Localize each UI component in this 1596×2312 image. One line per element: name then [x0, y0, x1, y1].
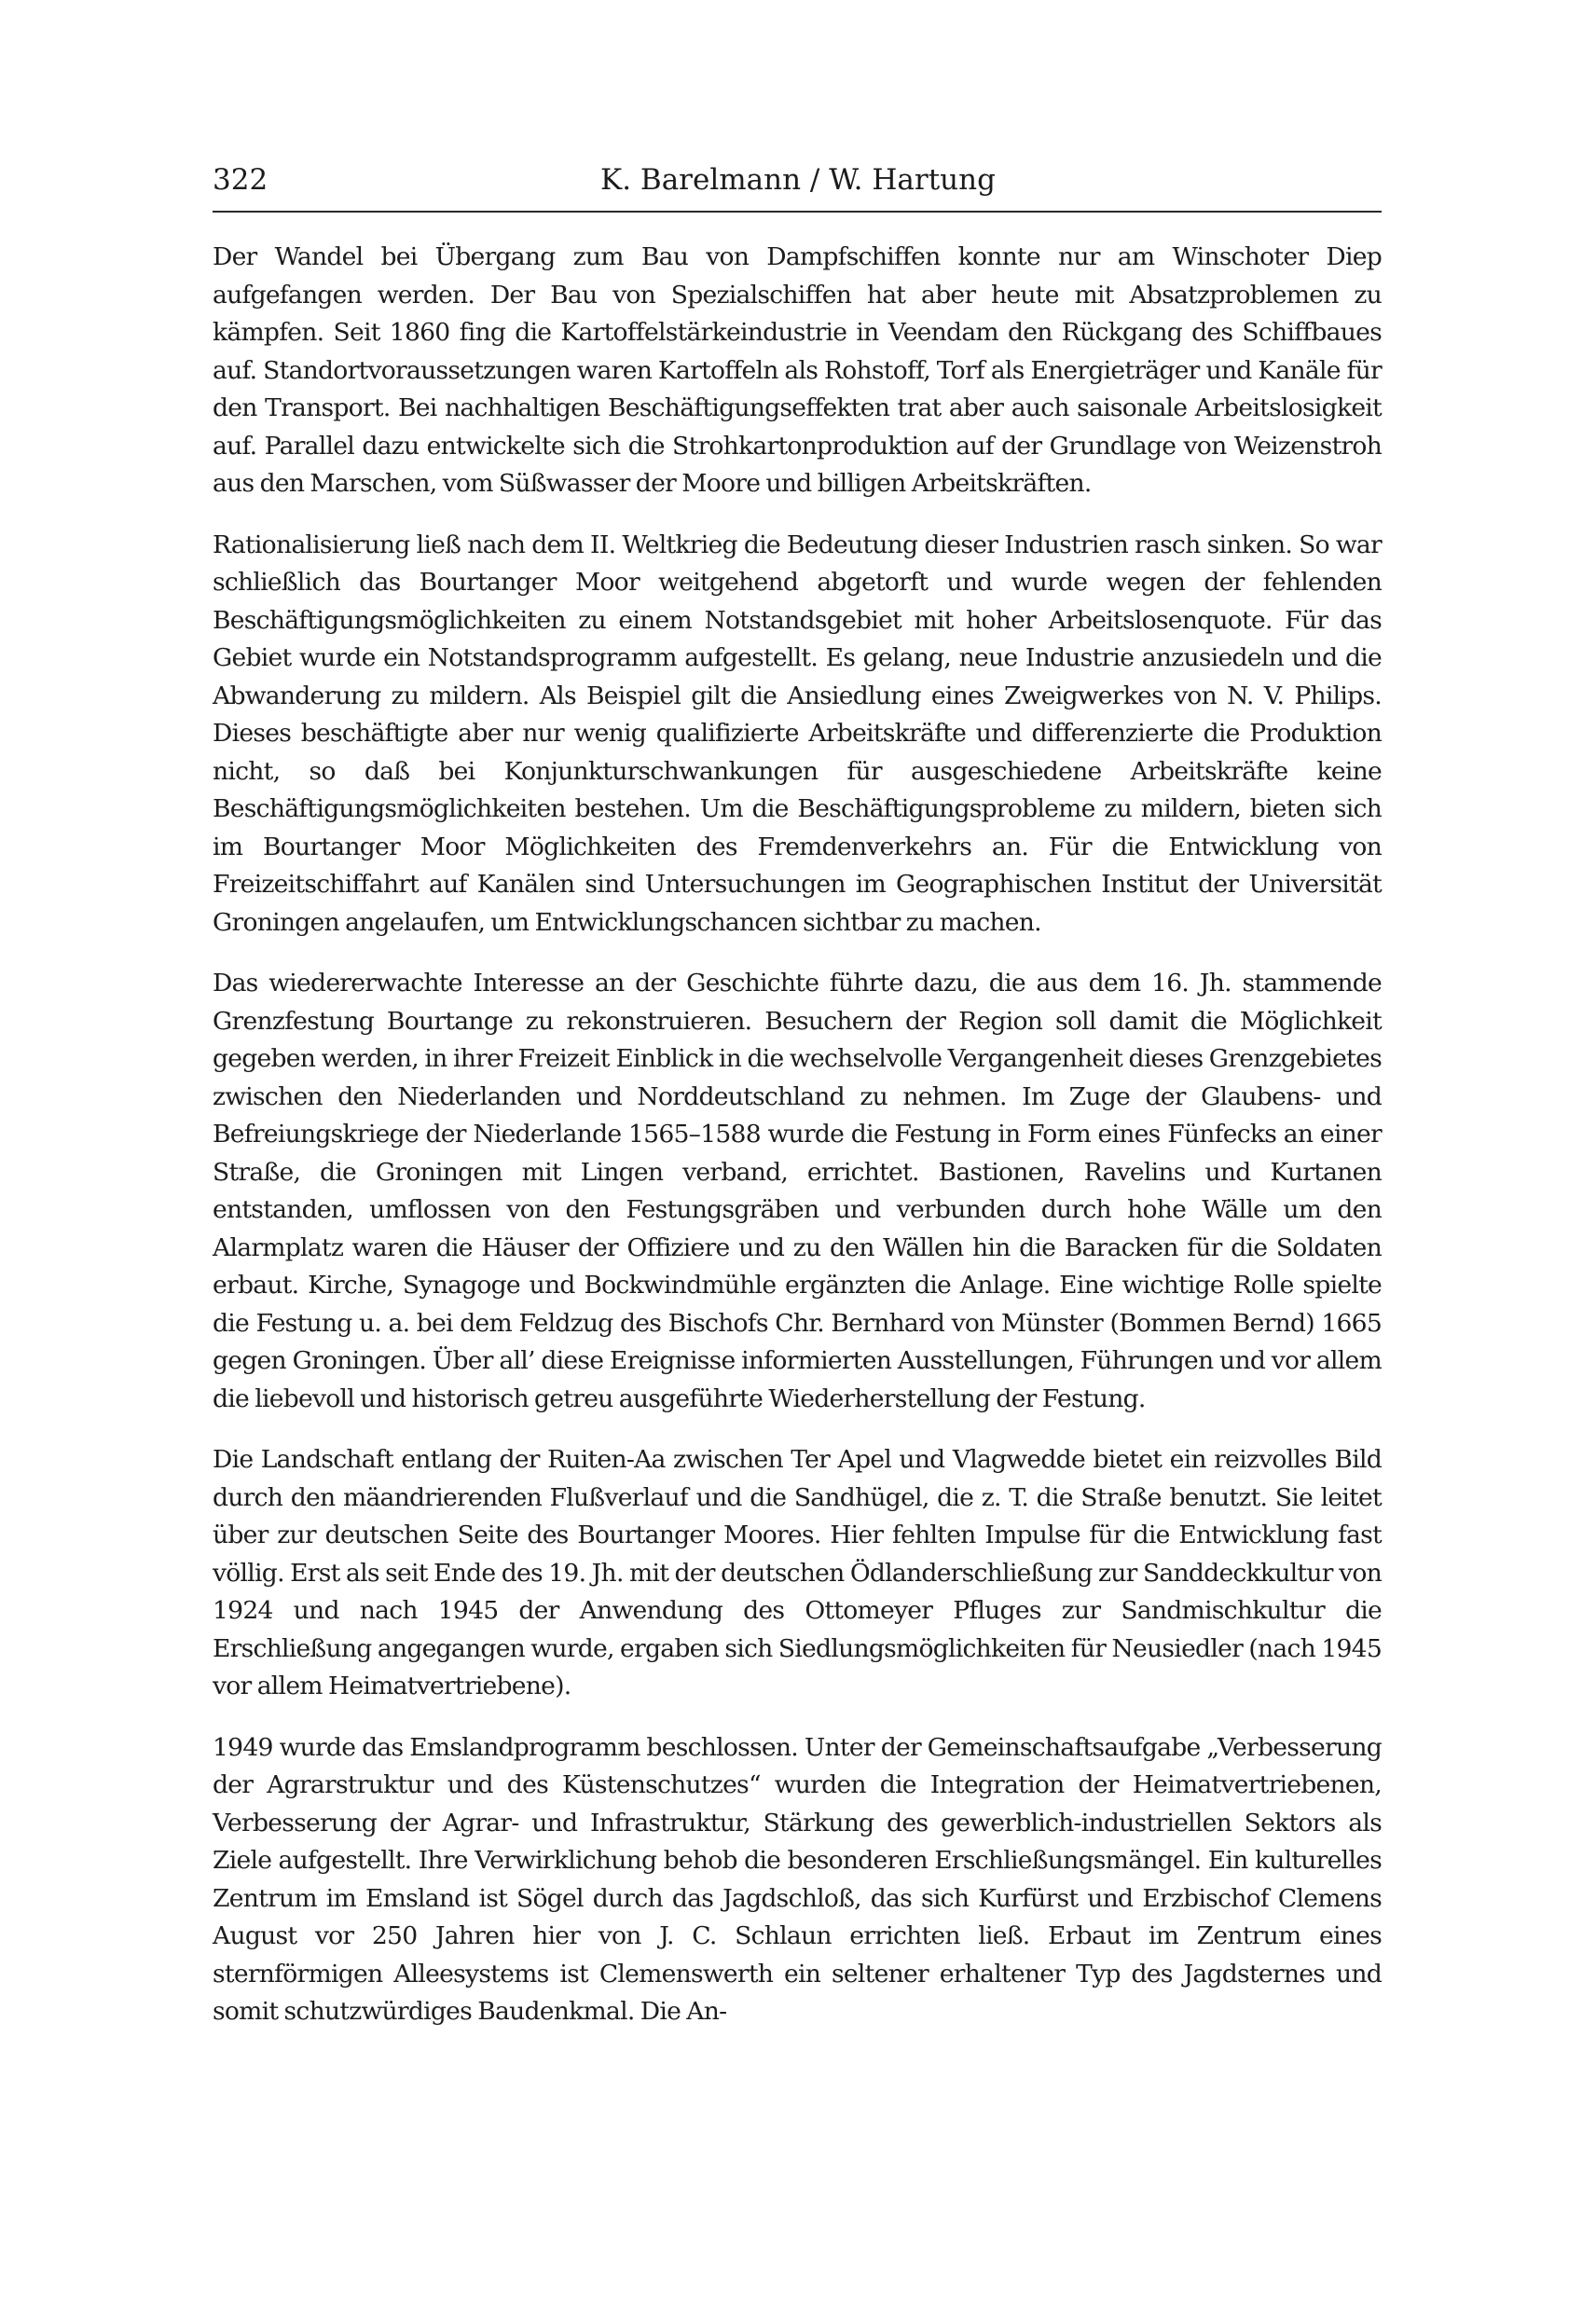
paragraph-shipbuilding: Der Wandel bei Übergang zum Bau von Dampfschiffen konnte nur am Winschoter Diep aufgefangen werden. Der Bau von Spezialschiffen hat aber heute mit Absatzproblemen zu kämpfen. Seit 1860 fing die Kartoffelstärkeindustrie in Veendam den Rückgang des Schiffbaues auf. Standortvoraussetzungen waren Kartoffeln als Rohstoff, Torf als Energieträger und Kanäle für den Transport. Bei nachhaltigen Beschäftigungseffekten trat aber auch saisonale Arbeitslosigkeit auf. Parallel dazu entwickelte sich die Strohkartonproduktion auf der Grundlage von Weizenstroh aus den Marschen, vom Süßwasser der Moore und billigen Arbeitskräften.	[213, 242, 1382, 498]
running-head	[213, 157, 1383, 203]
running-title-authors: K. Barelmann / W. Hartung	[600, 163, 996, 197]
paragraph-emslandprogramm: 1949 wurde das Emslandprogramm beschlossen. Unter der Gemeinschaftsaufgabe „Verbesserung der Agrarstruktur und des Küstenschutzes“ wurden die Integration der Heimatvertriebenen, Verbesserung der Agrar- und Infrastruktur, Stärkung des gewerblich-industriellen Sektors als Ziele aufgestellt. Ihre Verwirklichung behob die besonderen Erschließungsmängel. Ein kulturelles Zentrum im Emsland ist Sögel durch das Jagdschloß, das sich Kurfürst und Erzbischof Clemens August vor 250 Jahren hier von J. C. Schlaun errichten ließ. Erbaut im Zentrum eines sternförmigen Alleesystems ist Clemenswerth ein seltener erhaltener Typ des Jagdsternes und somit schutzwürdiges Baudenkmal. Die An-	[213, 1732, 1382, 2026]
page-number: 322	[213, 163, 268, 197]
paragraph-bourtange: Das wiedererwachte Interesse an der Geschichte führte dazu, die aus dem 16. Jh. stammende Grenzfestung Bourtange zu rekonstruieren. Besuchern der Region soll damit die Möglichkeit gegeben werden, in ihrer Freizeit Einblick in die wechselvolle Vergangenheit dieses Grenzgebietes zwischen den Niederlanden und Norddeutschland zu nehmen. Im Zuge der Glaubens- und Befreiungskriege der Niederlande 1565–1588 wurde die Festung in Form eines Fünfecks an einer Straße, die Groningen mit Lingen verband, errichtet. Bastionen, Ravelins und Kurtanen entstanden, umflossen von den Festungsgräben und verbunden durch hohe Wälle um den Alarmplatz waren die Häuser der Offiziere und zu den Wällen hin die Baracken für die Soldaten erbaut. Kirche, Synagoge und Bockwindmühle ergänzten die Anlage. Eine wichtige Rolle spielte die Festung u. a. bei dem Feldzug des Bischofs Chr. Bernhard von Münster (Bommen Bernd) 1665 gegen Groningen. Über all’ diese Ereignisse informierten Ausstellungen, Führungen und vor allem die liebevoll und historisch getreu ausgeführte Wiederherstellung der Festung.	[213, 969, 1382, 1413]
paragraph-ruiten-aa: Die Landschaft entlang der Ruiten-Aa zwischen Ter Apel und Vlagwedde bietet ein reizvolles Bild durch den mäandrierenden Flußverlauf und die Sandhügel, die z. T. die Straße benutzt. Sie leitet über zur deutschen Seite des Bourtanger Moores. Hier fehlten Impulse für die Entwicklung fast völlig. Erst als seit Ende des 19. Jh. mit der deutschen Ödlanderschließung zur Sanddeckkultur von 1924 und nach 1945 der Anwendung des Ottomeyer Pfluges zur Sandmischkultur die Erschließung angegangen wurde, ergaben sich Siedlungsmöglichkeiten für Neusiedler (nach 1945 vor allem Heimatvertriebene).	[213, 1445, 1382, 1700]
paragraph-rationalisation: Rationalisierung ließ nach dem II. Weltkrieg die Bedeutung dieser Industrien rasch sinken. So war schließlich das Bourtanger Moor weitgehend abgetorft und wurde wegen der fehlenden Beschäftigungsmöglichkeiten zu einem Notstandsgebiet mit hoher Arbeitslosenquote. Für das Gebiet wurde ein Notstandsprogramm aufgestellt. Es gelang, neue Industrie anzusiedeln und die Abwanderung zu mildern. Als Beispiel gilt die Ansiedlung eines Zweigwerkes von N. V. Philips. Dieses beschäftigte aber nur wenig qualifizierte Arbeitskräfte und differenzierte die Produktion nicht, so daß bei Konjunkturschwankungen für ausgeschiedene Arbeitskräfte keine Beschäftigungsmöglichkeiten bestehen. Um die Beschäftigungsprobleme zu mildern, bieten sich im Bourtanger Moor Möglichkeiten des Fremdenverkehrs an. Für die Entwicklung von Freizeitschiffahrt auf Kanälen sind Untersuchungen im Geographischen Institut der Universität Groningen angelaufen, um Entwicklungschancen sichtbar zu machen.	[213, 530, 1382, 937]
body-text	[213, 239, 1382, 2055]
header-rule	[213, 211, 1382, 213]
